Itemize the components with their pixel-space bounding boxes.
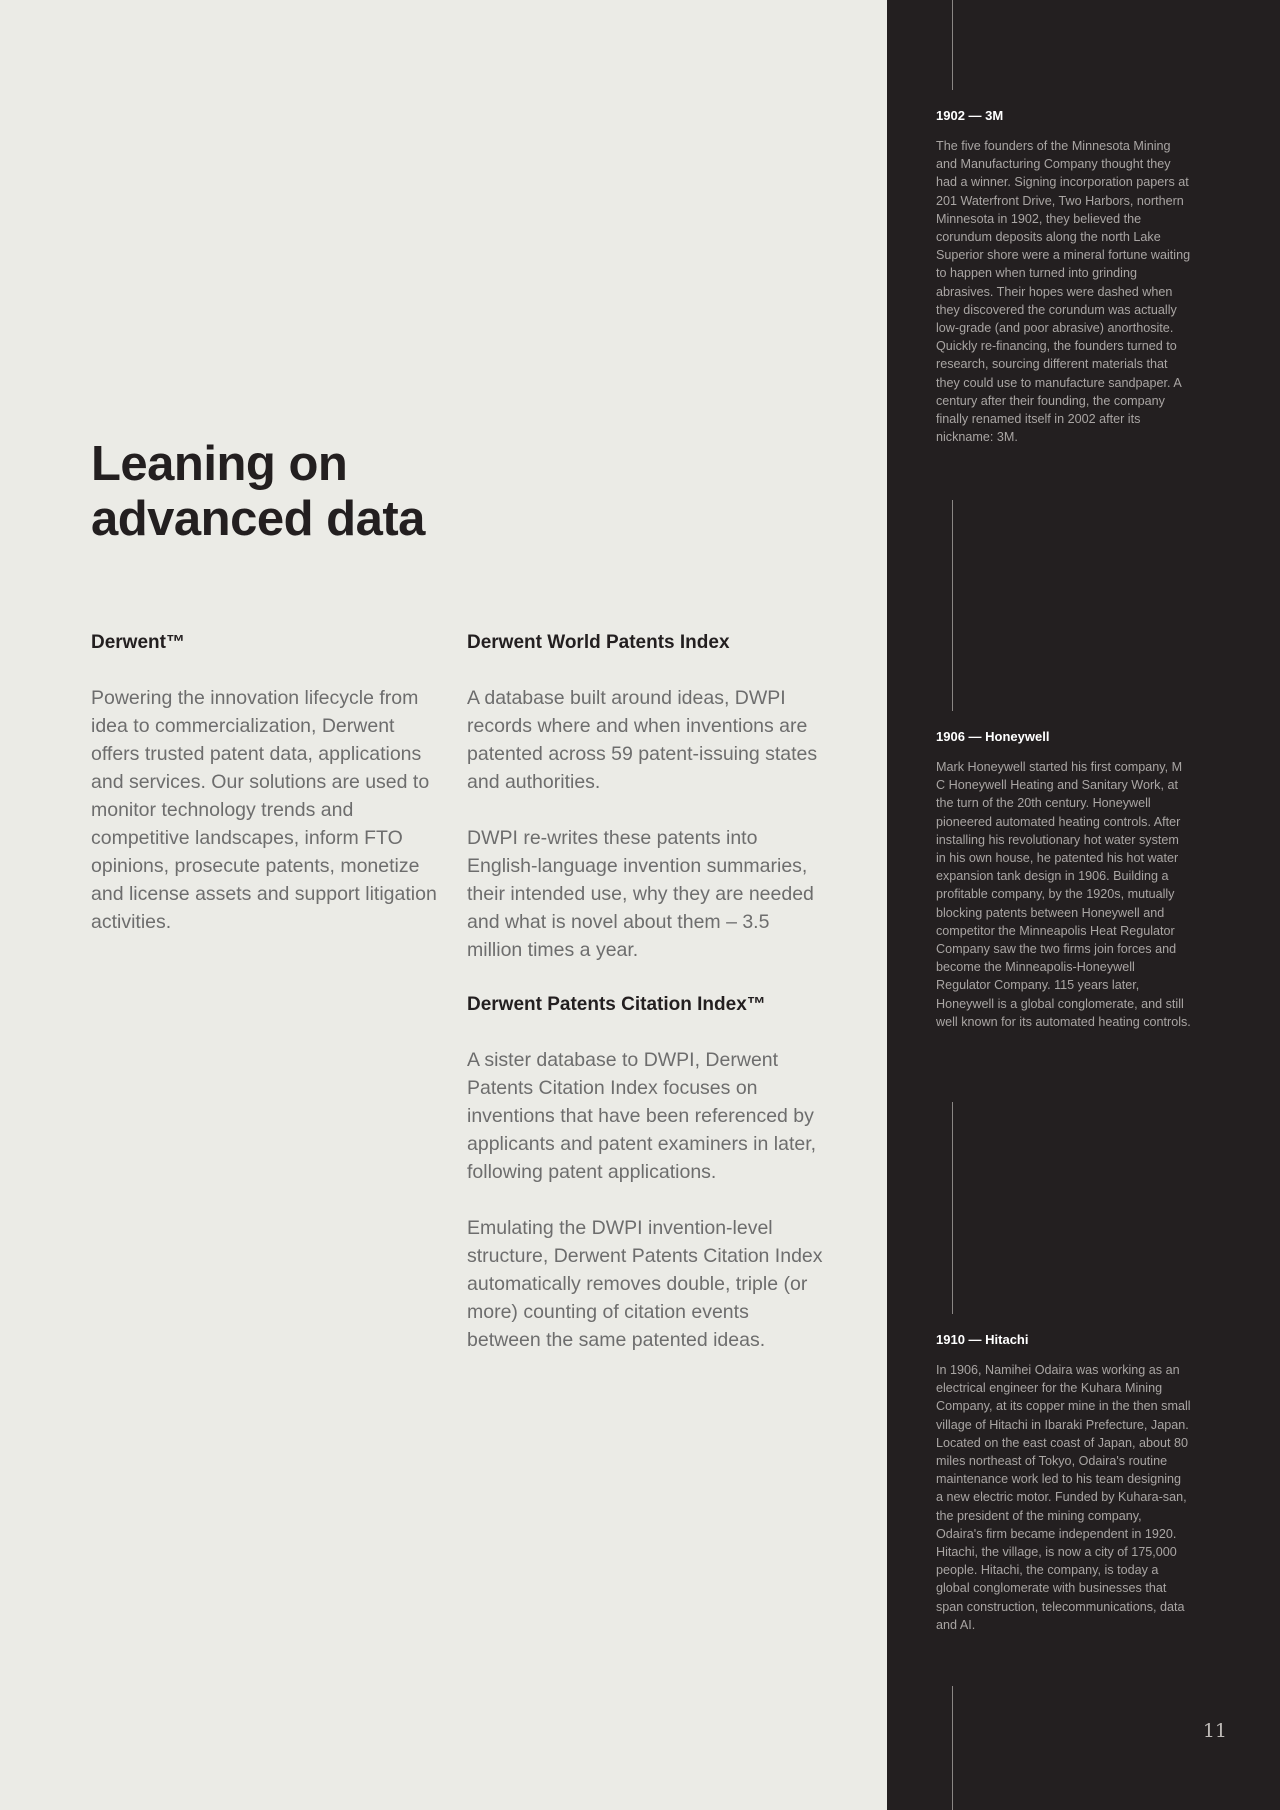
timeline-panel bbox=[887, 0, 1280, 1810]
timeline-entry-title: 1906 — Honeywell bbox=[936, 729, 1050, 744]
timeline-divider bbox=[952, 0, 953, 90]
dwpi-body-1: A database built around ideas, DWPI records where and when inventions are patented across 59 patent-issuing states and authorities. bbox=[467, 687, 818, 793]
derwent-title: Derwent™ bbox=[91, 632, 185, 653]
timeline-entry-title: 1902 — 3M bbox=[936, 108, 1004, 123]
timeline-entry-honeywell bbox=[936, 728, 1191, 1031]
dpci-body-1: A sister database to DWPI, Derwent Patents Citation Index focuses on inventions that have been referenced by applicants and patent examiners in later, following patent applications. bbox=[467, 1049, 817, 1183]
derwent-body: Powering the innovation lifecycle from idea to commercialization, Derwent offers trusted patent data, applications and services. Our solutions are used to monitor technology trends and competitive landscapes, inform FTO opinions, prosecute patents, monetize and license assets and support litigation activities. bbox=[91, 687, 437, 933]
timeline-divider bbox=[952, 1686, 953, 1810]
dwpi-title: Derwent World Patents Index bbox=[467, 632, 730, 653]
dwpi-body-2: DWPI re-writes these patents into English-language invention summaries, their intended use, why they are needed and what is novel about them – 3.5 million times a year. bbox=[467, 827, 814, 961]
derwent-column bbox=[91, 630, 441, 964]
timeline-entry-3m bbox=[936, 107, 1191, 446]
timeline-divider bbox=[952, 1102, 953, 1314]
timeline-entry-body: In 1906, Namihei Odaira was working as an electrical engineer for the Kuhara Mining Company, at its copper mine in the then small village of Hitachi in Ibaraki Prefecture, Japan. Located on the east coast of Japan, about 80 miles northeast of Tokyo, Odaira's routine maintenance work led to his team designing a new electric motor. Funded by Kuhara-san, the president of the mining company, Odaira's firm became independent in 1920. Hitachi, the village, is now a city of 175,000 people. Hitachi, the company, is today a global conglomerate with businesses that span construction, telecommunications, data and AI. bbox=[936, 1363, 1191, 1632]
timeline-entry-hitachi bbox=[936, 1331, 1191, 1634]
page-title: Leaning on advanced data bbox=[91, 437, 425, 546]
timeline-entry-body: The five founders of the Minnesota Mining and Manufacturing Company thought they had a winner. Signing incorporation papers at 201 Waterfront Drive, Two Harbors, northern Minnesota in 1902, they believed the corundum deposits along the north Lake Superior shore were a mineral fortune waiting to happen when turned into grinding abrasives. Their hopes were dashed when they discovered the corundum was actually low-grade (and poor abrasive) anorthosite. Quickly re-financing, the founders turned to research, sourcing different materials that they could use to manufacture sandpaper. A century after their founding, the company finally renamed itself in 2002 after its nickname: 3M. bbox=[936, 139, 1191, 445]
timeline-entry-title: 1910 — Hitachi bbox=[936, 1332, 1029, 1347]
timeline-divider bbox=[952, 500, 953, 711]
dwpi-column bbox=[467, 630, 827, 1382]
timeline-entry-body: Mark Honeywell started his first company, M C Honeywell Heating and Sanitary Work, at the turn of the 20th century. Honeywell pioneered automated heating controls. After installing his revolutionary hot water system in his own house, he patented his hot water expansion tank design in 1906. Building a profitable company, by the 1920s, mutually blocking patents between Honeywell and competitor the Minneapolis Heat Regulator Company saw the two firms join forces and become the Minneapolis-Honeywell Regulator Company. 115 years later, Honeywell is a global conglomerate, and still well known for its automated heating controls. bbox=[936, 760, 1191, 1029]
dpci-body-2: Emulating the DWPI invention-level structure, Derwent Patents Citation Index automatically removes double, triple (or more) counting of citation events between the same patented ideas. bbox=[467, 1217, 823, 1351]
page-number: 11 bbox=[1202, 1720, 1227, 1742]
dpci-title: Derwent Patents Citation Index™ bbox=[467, 994, 766, 1015]
